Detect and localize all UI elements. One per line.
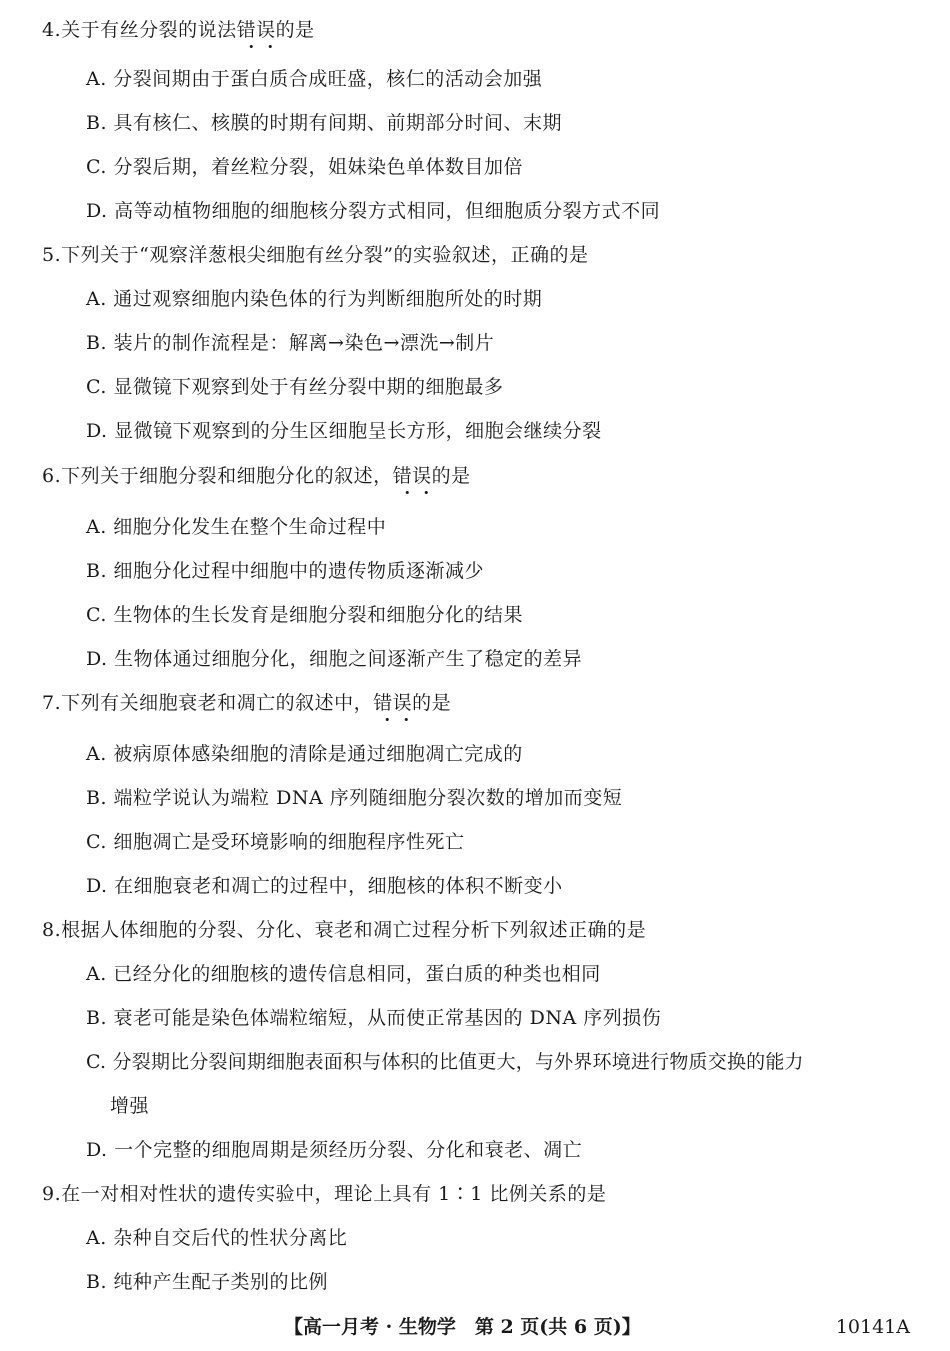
question-5-stem [42, 242, 589, 268]
question-7-option-d: D. 在细胞衰老和凋亡的过程中，细胞核的体积不断变小 [86, 875, 563, 897]
question-9-option-b: B. 纯种产生配子类别的比例 [86, 1271, 329, 1293]
question-5-option-c: C. 显微镜下观察到处于有丝分裂中期的细胞最多 [86, 376, 504, 398]
emphasis-mark: 错误 [236, 19, 276, 41]
question-6-option-c: C. 生物体的生长发育是细胞分裂和细胞分化的结果 [86, 604, 523, 626]
question-8-stem [42, 917, 646, 943]
stem-text: 的是 [431, 465, 471, 487]
question-7-option-c: C. 细胞凋亡是受环境影响的细胞程序性死亡 [86, 831, 465, 853]
question-6-option-b: B. 细胞分化过程中细胞中的遗传物质逐渐减少 [86, 560, 485, 582]
question-9-stem [42, 1181, 606, 1207]
question-6-stem [42, 463, 471, 489]
question-5-option-b: B. 装片的制作流程是：解离→染色→漂洗→制片 [86, 332, 495, 354]
stem-text: 8.根据人体细胞的分裂、分化、衰老和凋亡过程分析下列叙述正确的是 [42, 919, 647, 941]
question-4-option-c: C. 分裂后期，着丝粒分裂，姐妹染色单体数目加倍 [86, 156, 523, 178]
question-9-option-a: A. 杂种自交后代的性状分离比 [86, 1227, 348, 1249]
question-4-option-a: A. 分裂间期由于蛋白质合成旺盛，核仁的活动会加强 [86, 68, 543, 90]
question-4-option-b: B. 具有核仁、核膜的时期有间期、前期部分时间、末期 [86, 112, 563, 134]
question-7-option-a: A. 被病原体感染细胞的清除是通过细胞凋亡完成的 [86, 743, 523, 765]
question-4-option-d: D. 高等动植物细胞的细胞核分裂方式相同，但细胞质分裂方式不同 [86, 200, 661, 222]
question-5-option-d: D. 显微镜下观察到的分生区细胞呈长方形，细胞会继续分裂 [86, 420, 602, 442]
emphasis-mark: 错误 [392, 465, 432, 487]
question-7-option-b: B. 端粒学说认为端粒 DNA 序列随细胞分裂次数的增加而变短 [86, 787, 623, 809]
question-6-option-d: D. 生物体通过细胞分化，细胞之间逐渐产生了稳定的差异 [86, 648, 583, 670]
question-4-stem [42, 17, 315, 43]
stem-text: 的是 [412, 692, 452, 714]
footer-exam-code: 10141A [835, 1316, 910, 1338]
question-8-option-c: C. 分裂期比分裂间期细胞表面积与体积的比值更大，与外界环境进行物质交换的能力 [86, 1051, 804, 1073]
question-7-stem [42, 690, 451, 716]
stem-text: 4.关于有丝分裂的说法 [42, 19, 237, 41]
stem-text: 9.在一对相对性状的遗传实验中，理论上具有 1∶1 比例关系的是 [42, 1183, 607, 1205]
stem-text: 6.下列关于细胞分裂和细胞分化的叙述， [42, 465, 393, 487]
question-8-option-b: B. 衰老可能是染色体端粒缩短，从而使正常基因的 DNA 序列损伤 [86, 1007, 662, 1029]
stem-text: 7.下列有关细胞衰老和凋亡的叙述中， [42, 692, 374, 714]
stem-text: 的是 [275, 19, 315, 41]
question-5-option-a: A. 通过观察细胞内染色体的行为判断细胞所处的时期 [86, 288, 543, 310]
footer-page-info: 【高一月考 · 生物学 第 2 页(共 6 页)】 [284, 1316, 641, 1338]
stem-text: 5.下列关于“观察洋葱根尖细胞有丝分裂”的实验叙述，正确的是 [42, 244, 589, 266]
question-6-option-a: A. 细胞分化发生在整个生命过程中 [86, 516, 387, 538]
question-8-option-c-continued: 增强 [110, 1095, 150, 1117]
question-8-option-d: D. 一个完整的细胞周期是须经历分裂、分化和衰老、凋亡 [86, 1139, 583, 1161]
question-8-option-a: A. 已经分化的细胞核的遗传信息相同，蛋白质的种类也相同 [86, 963, 601, 985]
emphasis-mark: 错误 [373, 692, 413, 714]
